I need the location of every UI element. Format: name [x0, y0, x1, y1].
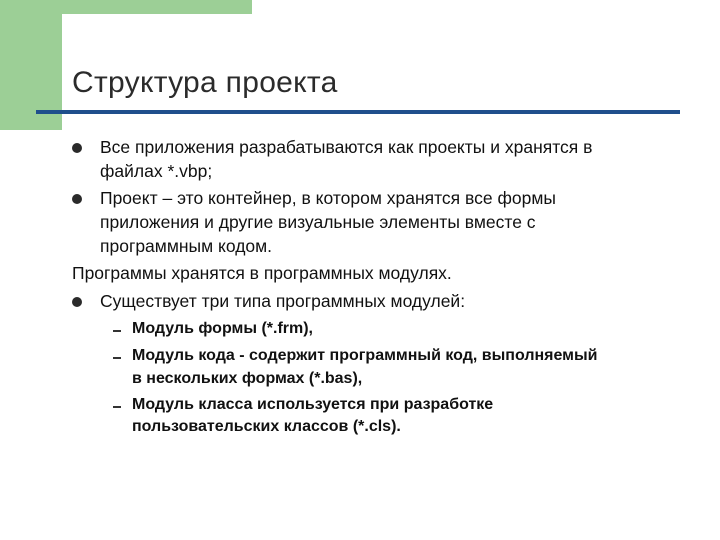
dash-icon — [113, 330, 121, 332]
slide-title: Структура проекта — [72, 66, 338, 99]
dash-icon — [113, 406, 121, 408]
dash-icon — [113, 357, 121, 359]
bullet-text-line: Существует три типа программных модулей: — [100, 291, 466, 311]
bullet-text-line: приложения и другие визуальные элементы вместе с — [100, 212, 536, 232]
bullet-dot-icon — [72, 194, 82, 204]
bullet-text-line: Все приложения разрабатываются как проекты и хранятся в — [100, 137, 593, 157]
sub-item-text: в нескольких формах (*.bas), — [132, 370, 363, 387]
bullet-dot-icon — [72, 143, 82, 153]
sub-item-text: Модуль кода - содержит программный код, выполняемый — [132, 347, 598, 364]
bullet-text-line: Проект – это контейнер, в котором хранятся все формы — [100, 188, 556, 208]
bullet-text-line: файлах *.vbp; — [100, 161, 213, 181]
plain-paragraph: Программы хранятся в программных модулях. — [72, 263, 452, 283]
sub-item-text: пользовательских классов (*.cls). — [132, 418, 401, 435]
sub-item-text: Модуль формы (*.frm), — [132, 320, 313, 337]
bullet-text-line: программным кодом. — [100, 236, 273, 256]
bullet-dot-icon — [72, 297, 82, 307]
sub-item-text: Модуль класса используется при разработке — [132, 396, 494, 413]
